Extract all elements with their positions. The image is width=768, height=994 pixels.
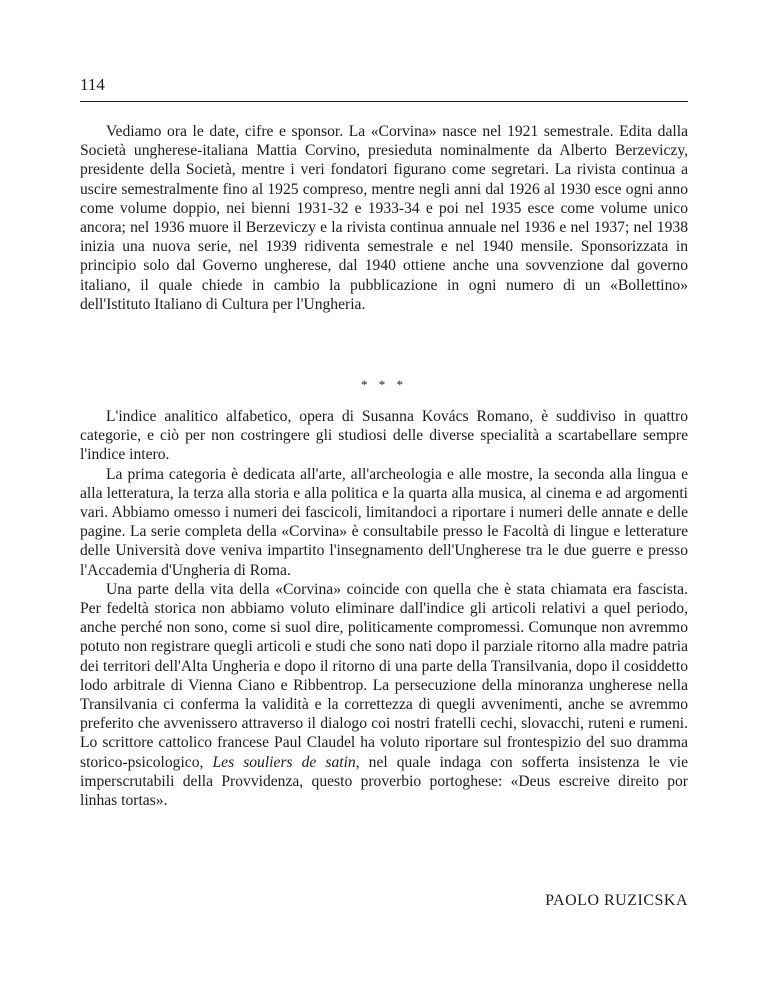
author-signature: PAOLO RUZICSKA [545,892,688,909]
page-number: 114 [80,75,105,94]
section-index [80,407,688,810]
paragraph: L'indice analitico alfabetico, opera di Susanna Kovács Romano, è suddiviso in quattro categorie, e ciò per non costringere gli studiosi delle diverse specialità a scartabellare sempre l'indice intero. [80,408,688,464]
header-rule [80,101,688,102]
paragraph-text: Una parte della vita della «Corvina» coincide con quella che è stata chiamata era fascista. Per fedeltà storica non abbiamo voluto eliminare dall'indice gli articoli relativi a quel periodo, anche perché non sono, come si suol dire, politicamente compromessi. Comunque non avremmo potuto non registrare quegli articoli e studi che sono nati dopo il parziale ritorno alla madre patria dei territori dell'Alta Ungheria e dopo il ritorno di una parte della Transilvania, dopo il cosiddetto lodo arbitrale di Vienna Ciano e Ribbentrop. La persecuzione della minoranza ungherese nella Transilvania ci conferma la validità e la correttezza di quegli avvenimenti, anche se avremmo preferito che avvenissero attraverso il dialogo coi nostri fratelli cechi, slovacchi, ruteni e rumeni. Lo scrittore cattolico francese Paul Claudel ha voluto riportare sul frontespizio del suo dramma storico-psicologico, [80,580,688,771]
section-separator: * * * [361,377,407,392]
paragraph: Vediamo ora le date, cifre e sponsor. La «Corvina» nasce nel 1921 semestrale. Edita dalla Società ungherese-italiana Mattia Corvino, presieduta nominalmente da Alberto Berzeviczy, presidente della Società, mentre i veri fondatori figurano come segretari. La rivista continua a uscire semestralmente fino al 1925 compreso, mentre negli anni dal 1926 al 1930 esce ogni anno come volume doppio, nei bienni 1931-32 e 1933-34 e poi nel 1935 esce come volume unico ancora; nel 1936 muore il Berzeviczy e la rivista continua annuale nel 1936 e nel 1937; nel 1938 inizia una nuova serie, nel 1939 ridiventa semestrale e nel 1940 mensile. Sponsorizzata in principio solo dal Governo ungherese, dal 1940 ottiene anche una sovvenzione dal governo italiano, il quale chiede in cambio la pubblicazione in ogni numero di un «Bollettino» dell'Istituto Italiano di Cultura per l'Ungheria. [80,123,688,313]
work-title: Les souliers de satin [212,753,356,771]
paragraph-text: , nel quale indaga con sofferta insistenza le vie imperscrutabili della Provvidenza, questo proverbio portoghese: «Deus escreive direito por linhas tortas». [80,753,688,810]
paragraph: La prima categoria è dedicata all'arte, all'archeologia e alle mostre, la seconda alla lingua e alla letteratura, la terza alla storia e alla politica e la quarta alla musica, al cinema e ad argomenti vari. Abbiamo omesso i numeri dei fascicoli, limitandoci a riportare i numeri delle annate e delle pagine. La serie completa della «Corvina» è consultabile presso le Facoltà di lingue e letterature delle Università dove veniva impartito l'insegnamento dell'Ungherese tra le due guerre e presso l'Accademia d'Ungheria di Roma. [80,465,688,579]
section-dates-sponsors [80,122,688,314]
paragraph [80,580,688,810]
